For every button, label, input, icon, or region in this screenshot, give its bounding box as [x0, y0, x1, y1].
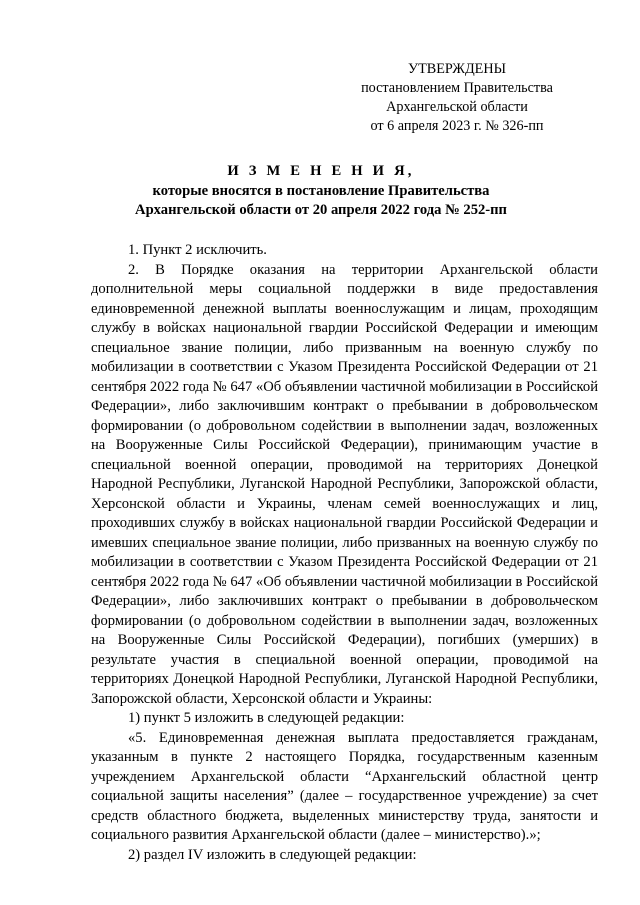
approval-stamp — [342, 60, 572, 136]
approval-line: постановлением Правительства — [361, 80, 553, 96]
paragraph: 1. Пункт 2 исключить. — [128, 242, 267, 258]
paragraph: 1) пункт 5 изложить в следующей редакции: — [128, 710, 405, 726]
paragraph: 2) раздел IV изложить в следующей редакции: — [128, 846, 417, 863]
document-body — [91, 241, 598, 865]
approval-title: УТВЕРЖДЕНЫ — [408, 61, 506, 77]
document-subtitle: которые вносятся в постановление Правительства — [152, 182, 490, 199]
document-title: И З М Е Н Е Н И Я, — [227, 163, 415, 179]
paragraph: 2. В Порядке оказания на территории Архангельской области дополнительной меры социальной поддержки в виде предоставления единовременной денежной выплаты военнослужащим и лицам, проходящим службу в войсках национальной гвардии Российской Федерации и имеющим специальное звание полиции, либо призванным на военную службу по мобилизации в соответствии с Указом Президента Российской Федерации от 21 сентября 2022 года № 647 «Об объявлении частичной мобилизации в Российской Федерации», либо заключившим контракт о пребывании в добровольческом формировании (о добровольном содействии в выполнении задач, возложенных на Вооруженные Силы Российской Федерации), принимающим участие в специальной военной операции, проводимой на территориях Донецкой Народной Республики, Луганской Народной Республики, Запорожской области, Херсонской области и Украины, членам семей военнослужащих и лиц, проходивших службу в войсках национальной гвардии Российской Федерации и имевших специальное звание полиции, либо призванных на военную службу по мобилизации в соответствии с Указом Президента Российской Федерации от 21 сентября 2022 года № 647 «Об объявлении частичной мобилизации в Российской Федерации», либо заключивших контракт о пребывании в добровольческом формировании (о добровольном содействии в выполнении задач, возложенных на Вооруженные Силы Российской Федерации), погибших (умерших) в результате участия в специальной военной операции, проводимой на территориях Донецкой Народной Республики, Луганской Народной Республики, Запорожской области, Херсонской области и Украины: — [91, 261, 599, 707]
paragraph: «5. Единовременная денежная выплата предоставляется гражданам, указанным в пункте 2 настоящего Порядка, государственным казенным учреждением Архангельской области “Архангельский областной центр социальной защиты населения” (далее – государственное учреждение) за счет средств областного бюджета, выделенных министерству труда, занятости и социального развития Архангельской области (далее – министерство).»; — [91, 729, 598, 843]
document-subtitle: Архангельской области от 20 апреля 2022 года № 252-пп — [135, 202, 507, 218]
approval-date: от 6 апреля 2023 г. № 326-пп — [370, 118, 544, 134]
document-heading — [60, 162, 582, 221]
approval-line: Архангельской области — [386, 99, 528, 115]
